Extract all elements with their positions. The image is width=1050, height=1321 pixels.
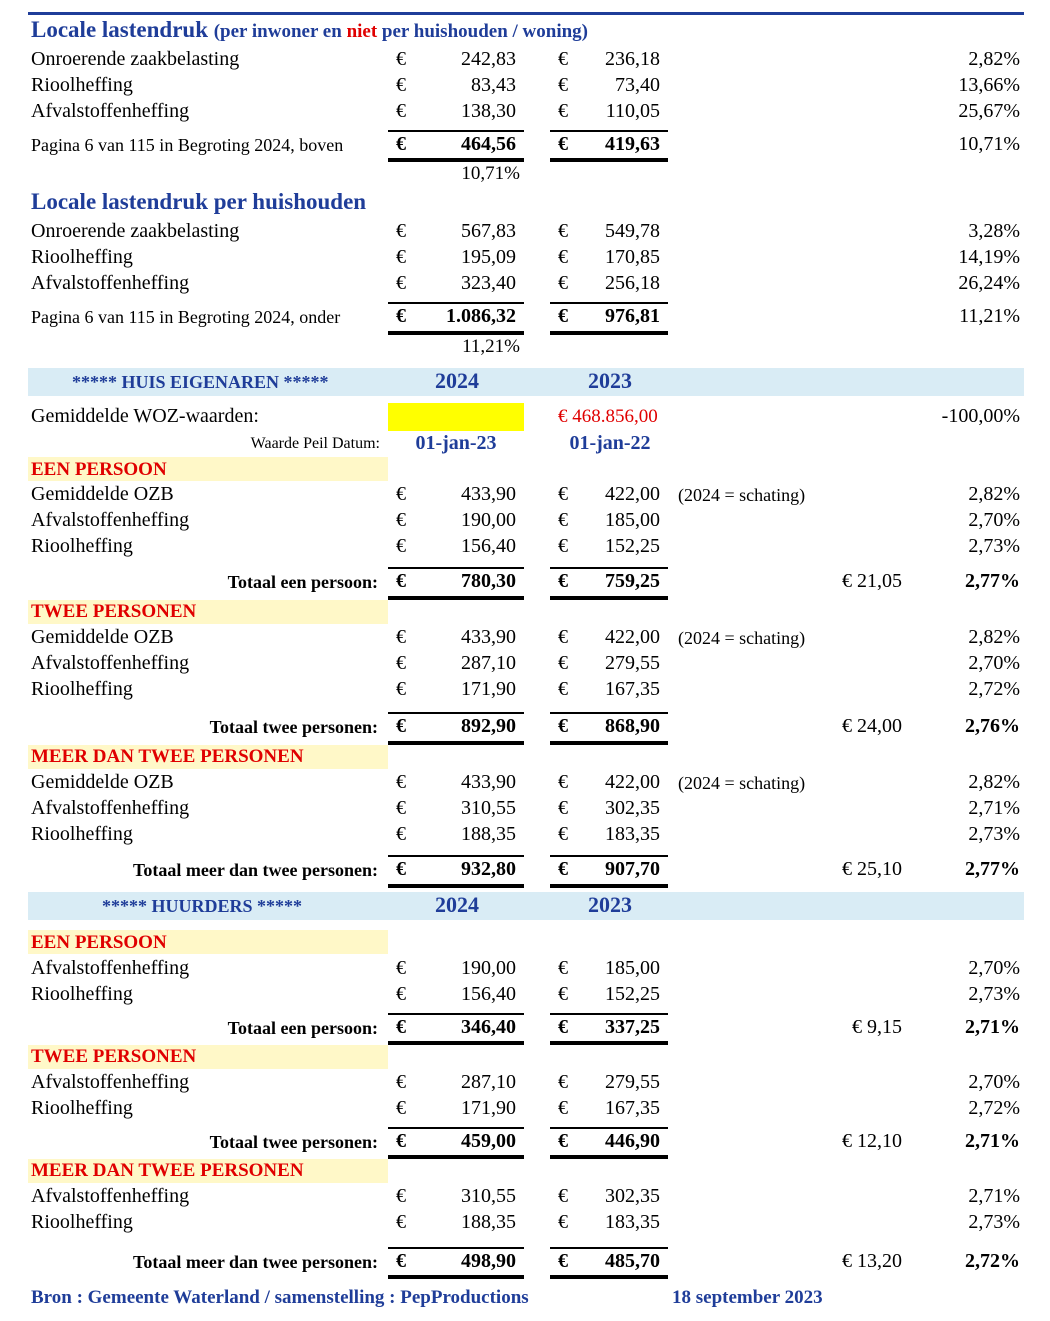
row-label: Gemiddelde OZB bbox=[31, 483, 174, 505]
row-pct: 2,82% bbox=[968, 483, 1020, 505]
renters-band-label: ***** HUURDERS ***** bbox=[102, 896, 303, 916]
total-pct: 2,71% bbox=[965, 1130, 1020, 1152]
currency-sign: € bbox=[396, 626, 406, 648]
currency-sign: € bbox=[396, 509, 406, 531]
group-title: TWEE PERSONEN bbox=[31, 601, 197, 622]
value-b: 73,40 bbox=[615, 74, 660, 96]
value-b: 170,85 bbox=[605, 246, 660, 268]
year-header-b: 2023 bbox=[588, 368, 632, 393]
currency-sign: € bbox=[558, 100, 568, 122]
total-rule bbox=[388, 1247, 524, 1249]
row-label: Afvalstoffenheffing bbox=[31, 509, 190, 531]
currency-sign: € bbox=[396, 823, 406, 845]
total-diff: € 13,20 bbox=[842, 1250, 902, 1272]
currency-sign: € bbox=[558, 535, 568, 557]
row-note: (2024 = schating) bbox=[678, 628, 806, 648]
total-value-b: 337,25 bbox=[605, 1016, 660, 1038]
row-pct: 2,82% bbox=[968, 626, 1020, 648]
currency-sign: € bbox=[558, 220, 568, 242]
value-a: 188,35 bbox=[461, 823, 516, 845]
double-rule bbox=[550, 331, 668, 335]
total-rule bbox=[388, 567, 524, 569]
total-pct: 2,77% bbox=[965, 858, 1020, 880]
row-label: Onroerende zaakbelasting bbox=[31, 48, 240, 70]
double-rule bbox=[388, 596, 524, 600]
row-pct: 2,70% bbox=[968, 1071, 1020, 1093]
value-a: 138,30 bbox=[461, 100, 516, 122]
value-a: 323,40 bbox=[461, 272, 516, 294]
double-rule bbox=[550, 1155, 668, 1159]
total-diff: € 25,10 bbox=[842, 858, 902, 880]
currency-sign: € bbox=[558, 652, 568, 674]
currency-sign: € bbox=[396, 797, 406, 819]
row-label: Afvalstoffenheffing bbox=[31, 797, 190, 819]
total-value-a: 459,00 bbox=[461, 1130, 516, 1152]
double-rule bbox=[550, 1275, 668, 1279]
row-pct: 2,82% bbox=[968, 48, 1020, 70]
total-label: Totaal een persoon: bbox=[227, 1018, 378, 1038]
value-b: 185,00 bbox=[605, 509, 660, 531]
row-label: Onroerende zaakbelasting bbox=[31, 220, 240, 242]
currency-sign: € bbox=[558, 133, 568, 155]
woz-input-cell[interactable] bbox=[388, 403, 524, 431]
value-a: 188,35 bbox=[461, 1211, 516, 1233]
total-rule bbox=[550, 302, 668, 304]
total-value-b: 868,90 bbox=[605, 715, 660, 737]
year-header-a: 2024 bbox=[435, 892, 479, 917]
value-a: 190,00 bbox=[461, 509, 516, 531]
currency-sign: € bbox=[396, 983, 406, 1005]
top-rule bbox=[28, 12, 1024, 15]
total-value-a: 1.086,32 bbox=[446, 305, 516, 327]
row-pct: 3,28% bbox=[968, 220, 1020, 242]
row-pct: 2,73% bbox=[968, 983, 1020, 1005]
value-b: 302,35 bbox=[605, 1185, 660, 1207]
total-rule bbox=[388, 1127, 524, 1129]
group-title: MEER DAN TWEE PERSONEN bbox=[31, 1160, 304, 1181]
currency-sign: € bbox=[396, 220, 406, 242]
row-label: Afvalstoffenheffing bbox=[31, 1185, 190, 1207]
double-rule bbox=[388, 158, 524, 162]
row-label: Gemiddelde OZB bbox=[31, 626, 174, 648]
woz-value-b: € 468.856,00 bbox=[558, 406, 658, 427]
total-value-a: 346,40 bbox=[461, 1016, 516, 1038]
value-a: 287,10 bbox=[461, 1071, 516, 1093]
total-pct: 2,71% bbox=[965, 1016, 1020, 1038]
total-diff: € 24,00 bbox=[842, 715, 902, 737]
row-pct: 2,71% bbox=[968, 797, 1020, 819]
total-rule bbox=[550, 130, 668, 132]
value-a: 171,90 bbox=[461, 678, 516, 700]
value-a: 242,83 bbox=[461, 48, 516, 70]
under-pct: 11,21% bbox=[462, 336, 520, 357]
row-pct: 14,19% bbox=[958, 246, 1020, 268]
currency-sign: € bbox=[558, 1250, 568, 1272]
total-rule bbox=[550, 1013, 668, 1015]
currency-sign: € bbox=[396, 1071, 406, 1093]
value-b: 422,00 bbox=[605, 626, 660, 648]
value-b: 279,55 bbox=[605, 1071, 660, 1093]
currency-sign: € bbox=[558, 1185, 568, 1207]
row-pct: 2,72% bbox=[968, 678, 1020, 700]
currency-sign: € bbox=[558, 858, 568, 880]
currency-sign: € bbox=[396, 1211, 406, 1233]
total-diff: € 9,15 bbox=[852, 1016, 902, 1038]
row-label: Rioolheffing bbox=[31, 1211, 133, 1233]
row-label: Rioolheffing bbox=[31, 74, 133, 96]
currency-sign: € bbox=[396, 246, 406, 268]
currency-sign: € bbox=[558, 678, 568, 700]
value-a: 156,40 bbox=[461, 983, 516, 1005]
peil-date-b: 01-jan-22 bbox=[569, 432, 651, 454]
total-label: Totaal meer dan twee personen: bbox=[133, 860, 378, 880]
currency-sign: € bbox=[396, 570, 406, 592]
value-a: 433,90 bbox=[461, 483, 516, 505]
total-rule bbox=[550, 712, 668, 714]
currency-sign: € bbox=[558, 626, 568, 648]
currency-sign: € bbox=[558, 1071, 568, 1093]
currency-sign: € bbox=[558, 797, 568, 819]
currency-sign: € bbox=[558, 1130, 568, 1152]
row-pct: 2,82% bbox=[968, 771, 1020, 793]
value-a: 195,09 bbox=[461, 246, 516, 268]
currency-sign: € bbox=[396, 48, 406, 70]
currency-sign: € bbox=[396, 771, 406, 793]
value-a: 310,55 bbox=[461, 1185, 516, 1207]
section1-title: Locale lastendruk (per inwoner en niet per huishouden / woning) bbox=[31, 17, 589, 42]
total-diff: € 12,10 bbox=[842, 1130, 902, 1152]
currency-sign: € bbox=[396, 1130, 406, 1152]
currency-sign: € bbox=[396, 535, 406, 557]
row-pct: 2,70% bbox=[968, 652, 1020, 674]
row-label: Afvalstoffenheffing bbox=[31, 957, 190, 979]
row-label: Rioolheffing bbox=[31, 823, 133, 845]
row-pct: 26,24% bbox=[958, 272, 1020, 294]
row-pct: 2,70% bbox=[968, 957, 1020, 979]
total-label: Totaal twee personen: bbox=[209, 717, 378, 737]
currency-sign: € bbox=[558, 570, 568, 592]
row-note: (2024 = schating) bbox=[678, 773, 806, 793]
double-rule bbox=[550, 884, 668, 888]
woz-label: Gemiddelde WOZ-waarden: bbox=[31, 405, 259, 427]
total-value-b: 419,63 bbox=[605, 133, 660, 155]
row-note: (2024 = schating) bbox=[678, 485, 806, 505]
total-value-b: 759,25 bbox=[605, 570, 660, 592]
footer-source: Bron : Gemeente Waterland / samenstelling : PepProductions bbox=[31, 1287, 529, 1308]
currency-sign: € bbox=[396, 957, 406, 979]
group-title: EEN PERSOON bbox=[31, 459, 167, 480]
row-label: Rioolheffing bbox=[31, 535, 133, 557]
year-header-a: 2024 bbox=[435, 368, 479, 393]
row-label: Rioolheffing bbox=[31, 983, 133, 1005]
currency-sign: € bbox=[396, 1185, 406, 1207]
currency-sign: € bbox=[558, 272, 568, 294]
row-label: Afvalstoffenheffing bbox=[31, 100, 190, 122]
double-rule bbox=[388, 1155, 524, 1159]
total-value-a: 780,30 bbox=[461, 570, 516, 592]
currency-sign: € bbox=[396, 74, 406, 96]
value-b: 302,35 bbox=[605, 797, 660, 819]
currency-sign: € bbox=[396, 1016, 406, 1038]
value-b: 110,05 bbox=[605, 100, 660, 122]
value-a: 156,40 bbox=[461, 535, 516, 557]
row-label: Rioolheffing bbox=[31, 678, 133, 700]
currency-sign: € bbox=[558, 771, 568, 793]
row-label: Gemiddelde OZB bbox=[31, 771, 174, 793]
value-a: 433,90 bbox=[461, 626, 516, 648]
currency-sign: € bbox=[558, 74, 568, 96]
currency-sign: € bbox=[558, 305, 568, 327]
year-header-b: 2023 bbox=[588, 892, 632, 917]
under-pct: 10,71% bbox=[461, 163, 520, 184]
currency-sign: € bbox=[558, 509, 568, 531]
total-rule bbox=[388, 1013, 524, 1015]
value-a: 190,00 bbox=[461, 957, 516, 979]
double-rule bbox=[388, 884, 524, 888]
total-label: Pagina 6 van 115 in Begroting 2024, boven bbox=[31, 135, 344, 155]
currency-sign: € bbox=[396, 715, 406, 737]
footer-date: 18 september 2023 bbox=[672, 1287, 823, 1308]
currency-sign: € bbox=[396, 483, 406, 505]
row-pct: 2,73% bbox=[968, 823, 1020, 845]
value-b: 152,25 bbox=[605, 983, 660, 1005]
row-pct: 2,73% bbox=[968, 1211, 1020, 1233]
double-rule bbox=[388, 331, 524, 335]
total-label: Totaal meer dan twee personen: bbox=[133, 1252, 378, 1272]
currency-sign: € bbox=[558, 483, 568, 505]
currency-sign: € bbox=[558, 1097, 568, 1119]
row-label: Afvalstoffenheffing bbox=[31, 272, 190, 294]
value-b: 152,25 bbox=[605, 535, 660, 557]
value-b: 167,35 bbox=[605, 1097, 660, 1119]
total-label: Totaal een persoon: bbox=[227, 572, 378, 592]
total-rule bbox=[550, 1247, 668, 1249]
total-pct: 2,72% bbox=[965, 1250, 1020, 1272]
double-rule bbox=[388, 741, 524, 745]
total-value-a: 892,90 bbox=[461, 715, 516, 737]
value-a: 171,90 bbox=[461, 1097, 516, 1119]
double-rule bbox=[550, 596, 668, 600]
group-title: EEN PERSOON bbox=[31, 932, 167, 953]
row-pct: 2,70% bbox=[968, 509, 1020, 531]
value-b: 167,35 bbox=[605, 678, 660, 700]
currency-sign: € bbox=[396, 272, 406, 294]
woz-pct: -100,00% bbox=[941, 405, 1020, 427]
value-b: 549,78 bbox=[605, 220, 660, 242]
total-pct: 10,71% bbox=[958, 133, 1020, 155]
currency-sign: € bbox=[558, 48, 568, 70]
currency-sign: € bbox=[558, 957, 568, 979]
currency-sign: € bbox=[396, 100, 406, 122]
currency-sign: € bbox=[396, 1250, 406, 1272]
currency-sign: € bbox=[396, 858, 406, 880]
total-value-a: 464,56 bbox=[461, 133, 516, 155]
row-label: Afvalstoffenheffing bbox=[31, 1071, 190, 1093]
currency-sign: € bbox=[396, 133, 406, 155]
currency-sign: € bbox=[396, 305, 406, 327]
value-b: 183,35 bbox=[605, 1211, 660, 1233]
total-value-b: 485,70 bbox=[605, 1250, 660, 1272]
row-label: Afvalstoffenheffing bbox=[31, 652, 190, 674]
currency-sign: € bbox=[558, 1211, 568, 1233]
currency-sign: € bbox=[558, 983, 568, 1005]
total-pct: 2,76% bbox=[965, 715, 1020, 737]
total-value-a: 932,80 bbox=[461, 858, 516, 880]
double-rule bbox=[550, 1041, 668, 1045]
total-rule bbox=[550, 1127, 668, 1129]
total-value-b: 907,70 bbox=[605, 858, 660, 880]
total-label: Pagina 6 van 115 in Begroting 2024, onder bbox=[31, 307, 341, 327]
owners-band-label: ***** HUIS EIGENAREN ***** bbox=[72, 372, 329, 392]
value-a: 287,10 bbox=[461, 652, 516, 674]
row-pct: 2,71% bbox=[968, 1185, 1020, 1207]
currency-sign: € bbox=[558, 823, 568, 845]
total-value-b: 446,90 bbox=[605, 1130, 660, 1152]
row-pct: 2,72% bbox=[968, 1097, 1020, 1119]
value-a: 433,90 bbox=[461, 771, 516, 793]
currency-sign: € bbox=[396, 678, 406, 700]
double-rule bbox=[388, 1041, 524, 1045]
currency-sign: € bbox=[558, 715, 568, 737]
group-title: TWEE PERSONEN bbox=[31, 1046, 197, 1067]
total-diff: € 21,05 bbox=[842, 570, 902, 592]
value-b: 236,18 bbox=[605, 48, 660, 70]
peil-date-a: 01-jan-23 bbox=[415, 432, 497, 454]
value-b: 183,35 bbox=[605, 823, 660, 845]
value-b: 256,18 bbox=[605, 272, 660, 294]
total-rule bbox=[550, 567, 668, 569]
total-value-b: 976,81 bbox=[605, 305, 660, 327]
value-a: 83,43 bbox=[471, 74, 516, 96]
row-pct: 13,66% bbox=[958, 74, 1020, 96]
value-b: 422,00 bbox=[605, 483, 660, 505]
currency-sign: € bbox=[558, 246, 568, 268]
value-a: 567,83 bbox=[461, 220, 516, 242]
total-rule bbox=[550, 855, 668, 857]
group-title: MEER DAN TWEE PERSONEN bbox=[31, 746, 304, 767]
peil-label: Waarde Peil Datum: bbox=[250, 435, 380, 452]
value-b: 279,55 bbox=[605, 652, 660, 674]
currency-sign: € bbox=[396, 1097, 406, 1119]
row-pct: 2,73% bbox=[968, 535, 1020, 557]
double-rule bbox=[550, 741, 668, 745]
row-pct: 25,67% bbox=[958, 100, 1020, 122]
currency-sign: € bbox=[396, 652, 406, 674]
total-rule bbox=[388, 712, 524, 714]
total-value-a: 498,90 bbox=[461, 1250, 516, 1272]
total-pct: 2,77% bbox=[965, 570, 1020, 592]
section2-title: Locale lastendruk per huishouden bbox=[31, 189, 367, 214]
currency-sign: € bbox=[558, 1016, 568, 1038]
total-label: Totaal twee personen: bbox=[209, 1132, 378, 1152]
total-pct: 11,21% bbox=[959, 305, 1020, 327]
total-rule bbox=[388, 302, 524, 304]
row-label: Rioolheffing bbox=[31, 1097, 133, 1119]
total-rule bbox=[388, 855, 524, 857]
row-label: Rioolheffing bbox=[31, 246, 133, 268]
double-rule bbox=[550, 158, 668, 162]
value-b: 185,00 bbox=[605, 957, 660, 979]
total-rule bbox=[388, 130, 524, 132]
double-rule bbox=[388, 1275, 524, 1279]
value-b: 422,00 bbox=[605, 771, 660, 793]
value-a: 310,55 bbox=[461, 797, 516, 819]
